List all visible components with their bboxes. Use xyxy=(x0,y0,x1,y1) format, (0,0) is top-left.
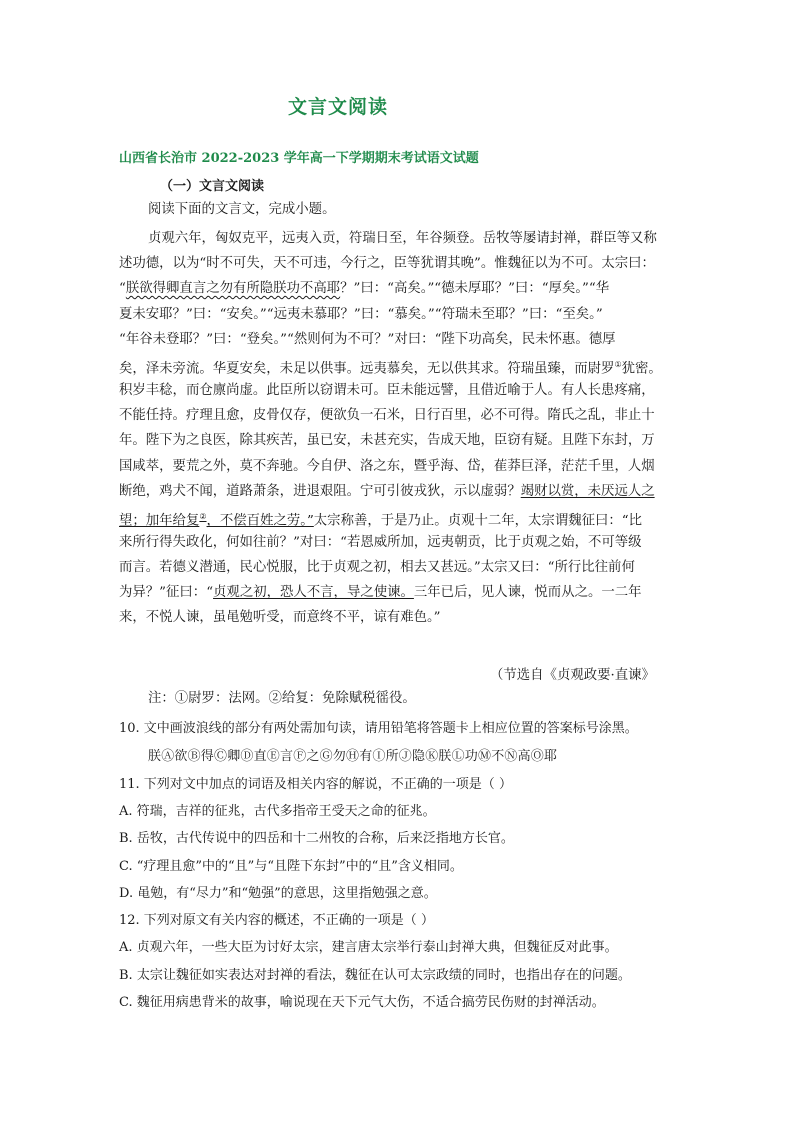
question-11-option-a: A. 符瑞，吉祥的征兆，古代多指帝王受天之命的征兆。 xyxy=(119,804,436,819)
instruction: 阅读下面的文言文，完成小题。 xyxy=(148,202,336,217)
passage-source: （节选自《贞观政要·直谏》 xyxy=(490,668,655,683)
question-10-answer-choices: 朕Ⓐ欲Ⓑ得Ⓒ卿Ⓓ直Ⓔ言Ⓕ之Ⓖ勿Ⓗ有Ⓘ所Ⓙ隐Ⓚ朕Ⓛ功Ⓜ不Ⓝ高Ⓞ耶 xyxy=(148,749,558,764)
wavy-underlined-text: 朕欲得卿直言之勿有所隐朕功不高耶 xyxy=(125,281,341,296)
passage-line: 国咸萃，要荒之外，莫不奔驰。今自伊、洛之东，暨乎海、岱，萑莽巨泽，茫茫千里，人烟 xyxy=(119,459,655,474)
question-12-stem: 12. 下列对原文有关内容的概述，不正确的一项是（ ） xyxy=(119,913,434,928)
passage-line: 而言。若德义潜通，民心悦服，比于贞观之初，相去又甚远。”太宗又曰：“所行比往前何 xyxy=(119,560,635,575)
question-11-option-b: B. 岳牧，古代传说中的四岳和十二州牧的合称，后来泛指地方长官。 xyxy=(119,831,514,846)
passage-line: 矣，泽未旁流。华夏安矣，未足以供事。远夷慕矣，无以供其求。符瑞虽臻，而尉罗①犹密。 xyxy=(119,360,662,377)
passage-line: 望；加年给复②，不偿百姓之劳。”太宗称善，于是乃止。贞观十二年，太宗谓魏征曰：“比 xyxy=(119,512,643,529)
question-12-option-c: C. 魏征用病患背米的故事，喻说现在天下元气大伤，不适合搞劳民伤财的封禅活动。 xyxy=(119,995,605,1010)
passage-line: 为异？”征曰：“贞观之初，恐人不言，导之使谏。三年已后，见人谏，悦而从之。一二年 xyxy=(119,585,642,600)
passage-line: 年。陛下为之良医，除其疾苦，虽已安，未甚充实，告成天地，臣窃有疑。且陛下东封，万 xyxy=(119,433,655,448)
passage-line: “朕欲得卿直言之勿有所隐朕功不高耶？”曰：“高矣。”“德未厚耶？”曰：“厚矣。”“华 xyxy=(119,281,610,296)
question-11-stem: 11. 下列对文中加点的词语及相关内容的解说，不正确的一项是（ ） xyxy=(119,777,512,792)
passage-line: 来，不悦人谏，虽黾勉听受，而意终不平，谅有难色。” xyxy=(119,610,441,625)
underlined-text: 贞观之初，恐人不言，导之使谏。 xyxy=(213,585,414,600)
underlined-text: ，不偿百姓之劳。” xyxy=(206,513,314,529)
exam-source: 山西省长治市 2022-2023 学年高一下学期期末考试语文试题 xyxy=(119,151,479,166)
footnote-marker: ① xyxy=(614,360,622,369)
question-12-option-a: A. 贞观六年，一些大臣为讨好太宗，建言唐太宗举行泰山封禅大典，但魏征反对此事。 xyxy=(119,940,618,955)
footnote-marker: ② xyxy=(199,512,207,521)
section-heading: （一）文言文阅读 xyxy=(160,179,265,194)
passage-line: 贞观六年，匈奴克平，远夷入贡，符瑞日至，年谷频登。岳牧等屡请封禅，群臣等又称 xyxy=(148,231,657,246)
question-11-option-d: D. 黾勉，有“尽力”和“勉强”的意思，这里指勉强之意。 xyxy=(119,886,437,901)
passage-line: 积岁丰稔，而仓廪尚虚。此臣所以窃谓未可。臣未能远譬，且借近喻于人。有人长患疼痛， xyxy=(119,383,655,398)
footnotes: 注：①尉罗：法网。②给复：免除赋税徭役。 xyxy=(148,691,416,706)
passage-line: 不能任持。疗理且愈，皮骨仅存，便欲负一石米，日行百里，必不可得。隋氏之乱，非止十 xyxy=(119,408,655,423)
passage-line: 断绝，鸡犬不闻，道路萧条，进退艰阻。宁可引彼戎狄，示以虚弱？竭财以赏，未厌远人之 xyxy=(119,484,655,499)
page-title: 文言文阅读 xyxy=(288,96,389,118)
passage-line: “年谷未登耶？”曰：“登矣。”“然则何为不可？”对曰：“陛下功高矣，民未怀惠。德厚 xyxy=(119,332,616,347)
question-12-option-b: B. 太宗让魏征如实表达对封禅的看法，魏征在认可太宗政绩的同时，也指出存在的问题。 xyxy=(119,968,631,983)
underlined-text: 竭财以赏，未厌远人之 xyxy=(520,484,655,499)
passage-line: 夏未安耶？”曰：“安矣。”“远夷未慕耶？”曰：“慕矣。”“符瑞未至耶？”曰：“至矣。” xyxy=(119,307,603,322)
question-11-option-c: C. “疗理且愈”中的“且”与“且陛下东封”中的“且”含义相同。 xyxy=(119,859,463,874)
underlined-text: 望；加年给复 xyxy=(119,513,200,529)
passage-line: 来所行得失政化，何如往前？”对曰：“若恩威所加，远夷朝贡，比于贞观之始，不可等级 xyxy=(119,535,642,550)
passage-line: 述功德，以为“时不可失，天不可违，今行之，臣等犹谓其晚”。惟魏征以为不可。太宗曰： xyxy=(119,256,655,271)
question-10-stem: 10. 文中画波浪线的部分有两处需加句读，请用铅笔将答题卡上相应位置的答案标号涂黑。 xyxy=(119,721,638,736)
